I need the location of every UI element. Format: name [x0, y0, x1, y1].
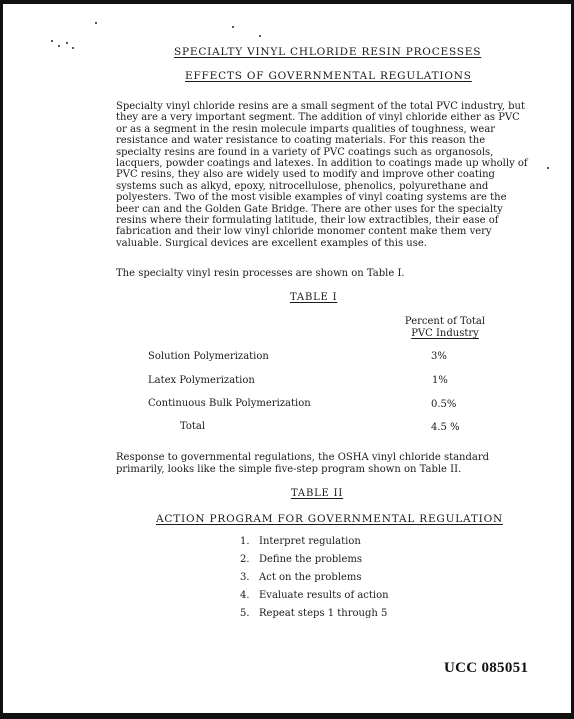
scan-speck [232, 26, 234, 28]
step-text: Evaluate results of action [259, 590, 389, 601]
document-id-stamp: UCC 085051 [444, 660, 529, 676]
step-text: Interpret regulation [259, 536, 361, 547]
list-item [240, 572, 362, 583]
column-header-line2: PVC Industry [411, 328, 479, 339]
step-text: Define the problems [259, 554, 363, 565]
scan-speck [51, 40, 53, 42]
scan-speck [72, 47, 74, 49]
step-number: 2. [240, 554, 250, 565]
document-title: SPECIALTY VINYL CHLORIDE RESIN PROCESSES [174, 46, 482, 58]
table1-column-header [399, 316, 491, 340]
list-item [240, 608, 387, 619]
step-text: Act on the problems [259, 572, 362, 583]
table-row-value: 3% [431, 351, 447, 362]
document-subtitle: EFFECTS OF GOVERNMENTAL REGULATIONS [185, 70, 472, 82]
step-text: Repeat steps 1 through 5 [259, 608, 388, 619]
step-number: 5. [240, 608, 250, 619]
column-header-line1: Percent of Total [404, 316, 486, 327]
table-row-value: 1% [432, 375, 448, 386]
table-row-label: Continuous Bulk Polymerization [148, 398, 311, 409]
table-row-value: 4.5 % [431, 422, 460, 433]
intro-paragraph: Specialty vinyl chloride resins are a small segment of the total PVC industry, but they are a very important segment. The addition of vinyl chloride either as PVC or as a segment in the resin molecule imparts qualities of toughness, wear resistance and water resistance to coating materials. For this reason the specialty resins are found in a variety of PVC coatings such as organosols, lacquers, powder coatings and latexes. In addition to coatings made up wholly of PVC resins, they also are widely used to modify and improve other coating systems such as alkyd, epoxy, nitrocellulose, phenolics, polyurethane and polyesters. Two of the most visible examples of vinyl coating systems are the beer can and the Golden Gate Bridge. There are other uses for the specialty resins where their formulating latitude, their low extractibles, their ease of fabrication and their low vinyl chloride monomer content make them very valuable. Surgical devices are excellent examples of this use. [116, 101, 528, 249]
scan-speck [95, 22, 97, 24]
table1-intro: The specialty vinyl resin processes are shown on Table I. [116, 268, 405, 279]
table-row-label: Latex Polymerization [148, 375, 255, 386]
scan-speck [58, 45, 60, 47]
list-item [240, 536, 361, 547]
list-item [240, 554, 362, 565]
scan-speck [547, 167, 549, 169]
action-program-heading: ACTION PROGRAM FOR GOVERNMENTAL REGULATION [156, 513, 503, 525]
table1-title-text: TABLE I [290, 292, 338, 303]
scan-speck [66, 42, 68, 44]
response-paragraph: Response to governmental regulations, the OSHA vinyl chloride standard primarily, looks like the simple five-step program shown on Table II. [116, 452, 490, 475]
table2-title-text: TABLE II [291, 488, 344, 499]
table-row-label: Solution Polymerization [148, 351, 269, 362]
step-number: 1. [240, 536, 250, 547]
list-item [240, 590, 389, 601]
table2-title [291, 488, 343, 499]
table-row-value: 0.5% [431, 399, 457, 410]
table-row-label: Total [180, 421, 206, 432]
step-number: 4. [240, 590, 250, 601]
scan-speck [259, 35, 261, 37]
table1-title [290, 292, 337, 303]
step-number: 3. [240, 572, 250, 583]
